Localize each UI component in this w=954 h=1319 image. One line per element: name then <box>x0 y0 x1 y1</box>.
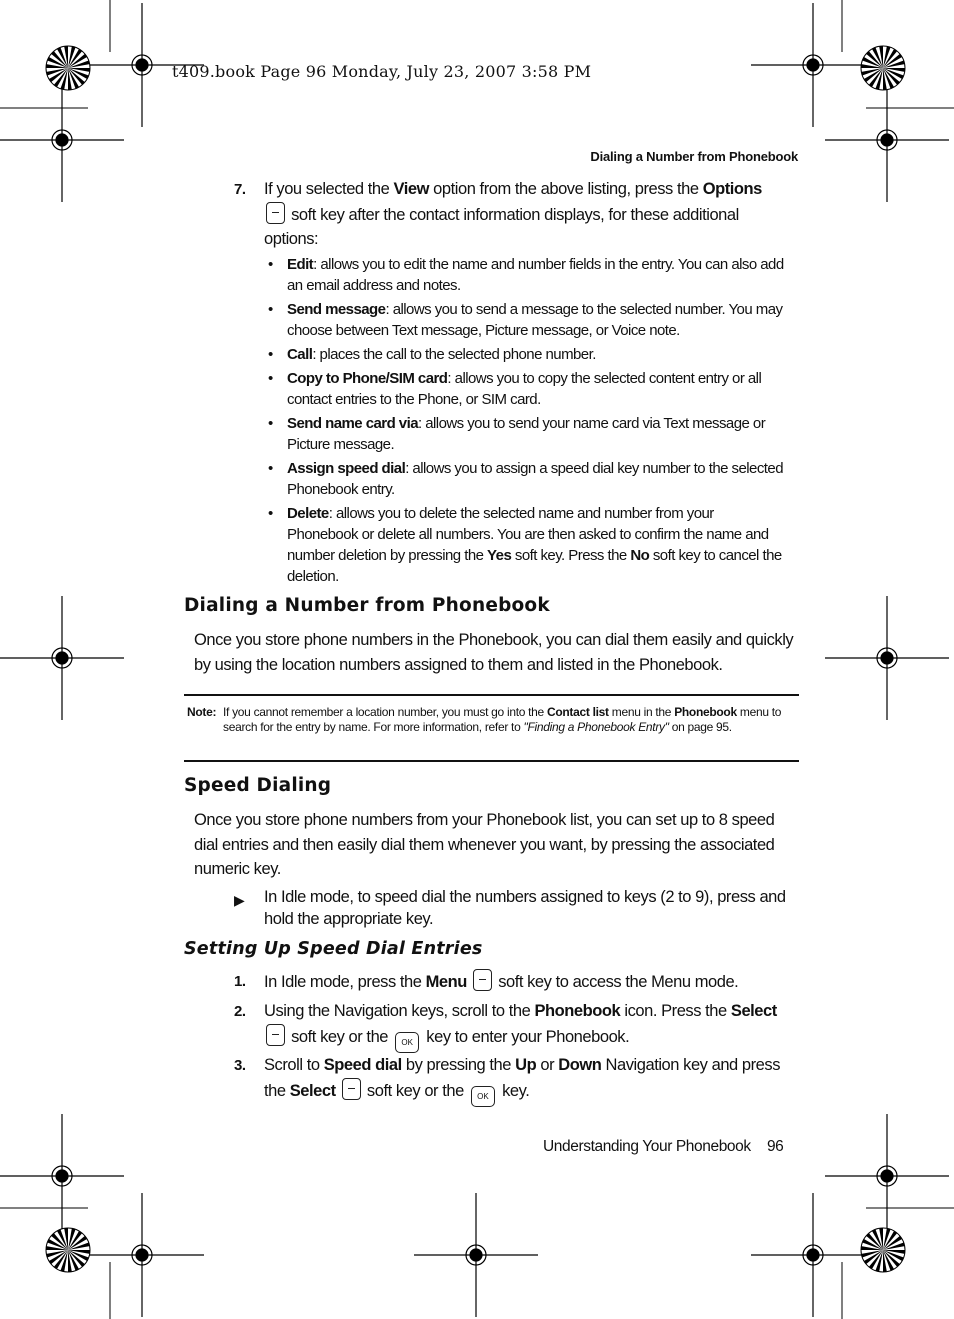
divider <box>184 694 799 696</box>
step-3-text: Scroll to Speed dial by pressing the Up or Down Navigation key and press the Select soft key or the OK key. <box>264 1053 799 1107</box>
soft-key-icon <box>473 969 492 991</box>
subsection-heading: Setting Up Speed Dial Entries <box>184 939 483 959</box>
step-number: 2. <box>234 1003 246 1020</box>
option-bullet-list <box>268 254 788 587</box>
step-number: 1. <box>234 973 246 990</box>
crosshair-mark <box>0 78 124 202</box>
crosshair-mark <box>414 1193 538 1317</box>
divider <box>184 760 799 762</box>
list-item: • Edit: allows you to edit the name and number fields in the entry. You can also add an email address and notes. <box>268 256 784 294</box>
crosshair-mark <box>0 596 124 720</box>
print-header: t409.book Page 96 Monday, July 23, 2007 3:58 PM <box>172 62 592 81</box>
list-item: • Call: places the call to the selected phone number. <box>268 346 596 363</box>
step-7-text: If you selected the View option from the above listing, press the Options soft key after the contact information displays, for these additional options: <box>264 180 762 248</box>
ok-key-icon: OK <box>471 1086 495 1107</box>
crosshair-mark <box>825 1114 949 1238</box>
list-item: • Delete: allows you to delete the selected name and number from your Phonebook or delete all numbers. You are then asked to confirm the name and number deletion by pressing the Yes soft key. Press the No soft key to cancel the deletion. <box>268 505 782 585</box>
page-number: 96 <box>767 1138 784 1155</box>
section-body: Once you store phone numbers in the Phonebook, you can dial them easily and quickly by using the location numbers assigned to them and listed in the Phonebook. <box>194 631 794 674</box>
starburst-mark <box>861 46 905 90</box>
section-body: Once you store phone numbers from your Phonebook list, you can set up to 8 speed dial entries and then easily dial them whenever you want, by pressing the associated numeric key. <box>194 811 775 878</box>
list-item: • Copy to Phone/SIM card: allows you to copy the selected content entry or all contact entries to the Phone, or SIM card. <box>268 370 762 408</box>
list-item: • Send message: allows you to send a message to the selected number. You may choose between Text message, Picture message, or Voice note. <box>268 301 783 339</box>
starburst-mark <box>46 46 90 90</box>
soft-key-icon <box>266 202 285 224</box>
footer-title: Understanding Your Phonebook <box>543 1138 751 1155</box>
crosshair-mark <box>751 1193 875 1317</box>
running-head: Dialing a Number from Phonebook <box>590 149 798 164</box>
step-number: 7. <box>234 181 246 198</box>
list-item: • Send name card via: allows you to send your name card via Text message or Picture message. <box>268 415 766 453</box>
step-2-text: Using the Navigation keys, scroll to the Phonebook icon. Press the Select soft key or the OK key to enter your Phonebook. <box>264 999 799 1053</box>
ok-key-icon: OK <box>395 1032 419 1053</box>
crosshair-mark <box>80 1193 204 1317</box>
list-item: • Assign speed dial: allows you to assign a speed dial key number to the selected Phonebook entry. <box>268 460 783 498</box>
section-heading: Dialing a Number from Phonebook <box>184 595 550 616</box>
arrow-instruction: In Idle mode, to speed dial the numbers assigned to keys (2 to 9), press and hold the appropriate key. <box>264 888 786 928</box>
step-number: 3. <box>234 1057 246 1074</box>
note-box: Note: If you cannot remember a location number, you must go into the Contact list menu in the Phonebook menu to search for the entry by name. For more information, refer to "Finding a Phonebook Entry" on page 95. <box>187 705 782 734</box>
soft-key-icon <box>266 1024 285 1046</box>
starburst-mark <box>46 1228 90 1272</box>
crosshair-mark <box>0 1114 124 1238</box>
crosshair-mark <box>825 596 949 720</box>
crosshair-mark <box>825 78 949 202</box>
soft-key-icon <box>342 1078 361 1100</box>
section-heading: Speed Dialing <box>184 775 332 796</box>
step-1-text: In Idle mode, press the Menu soft key to access the Menu mode. <box>264 969 799 995</box>
arrow-icon: ▶ <box>234 892 245 908</box>
starburst-mark <box>861 1228 905 1272</box>
crosshair-mark <box>751 3 875 127</box>
